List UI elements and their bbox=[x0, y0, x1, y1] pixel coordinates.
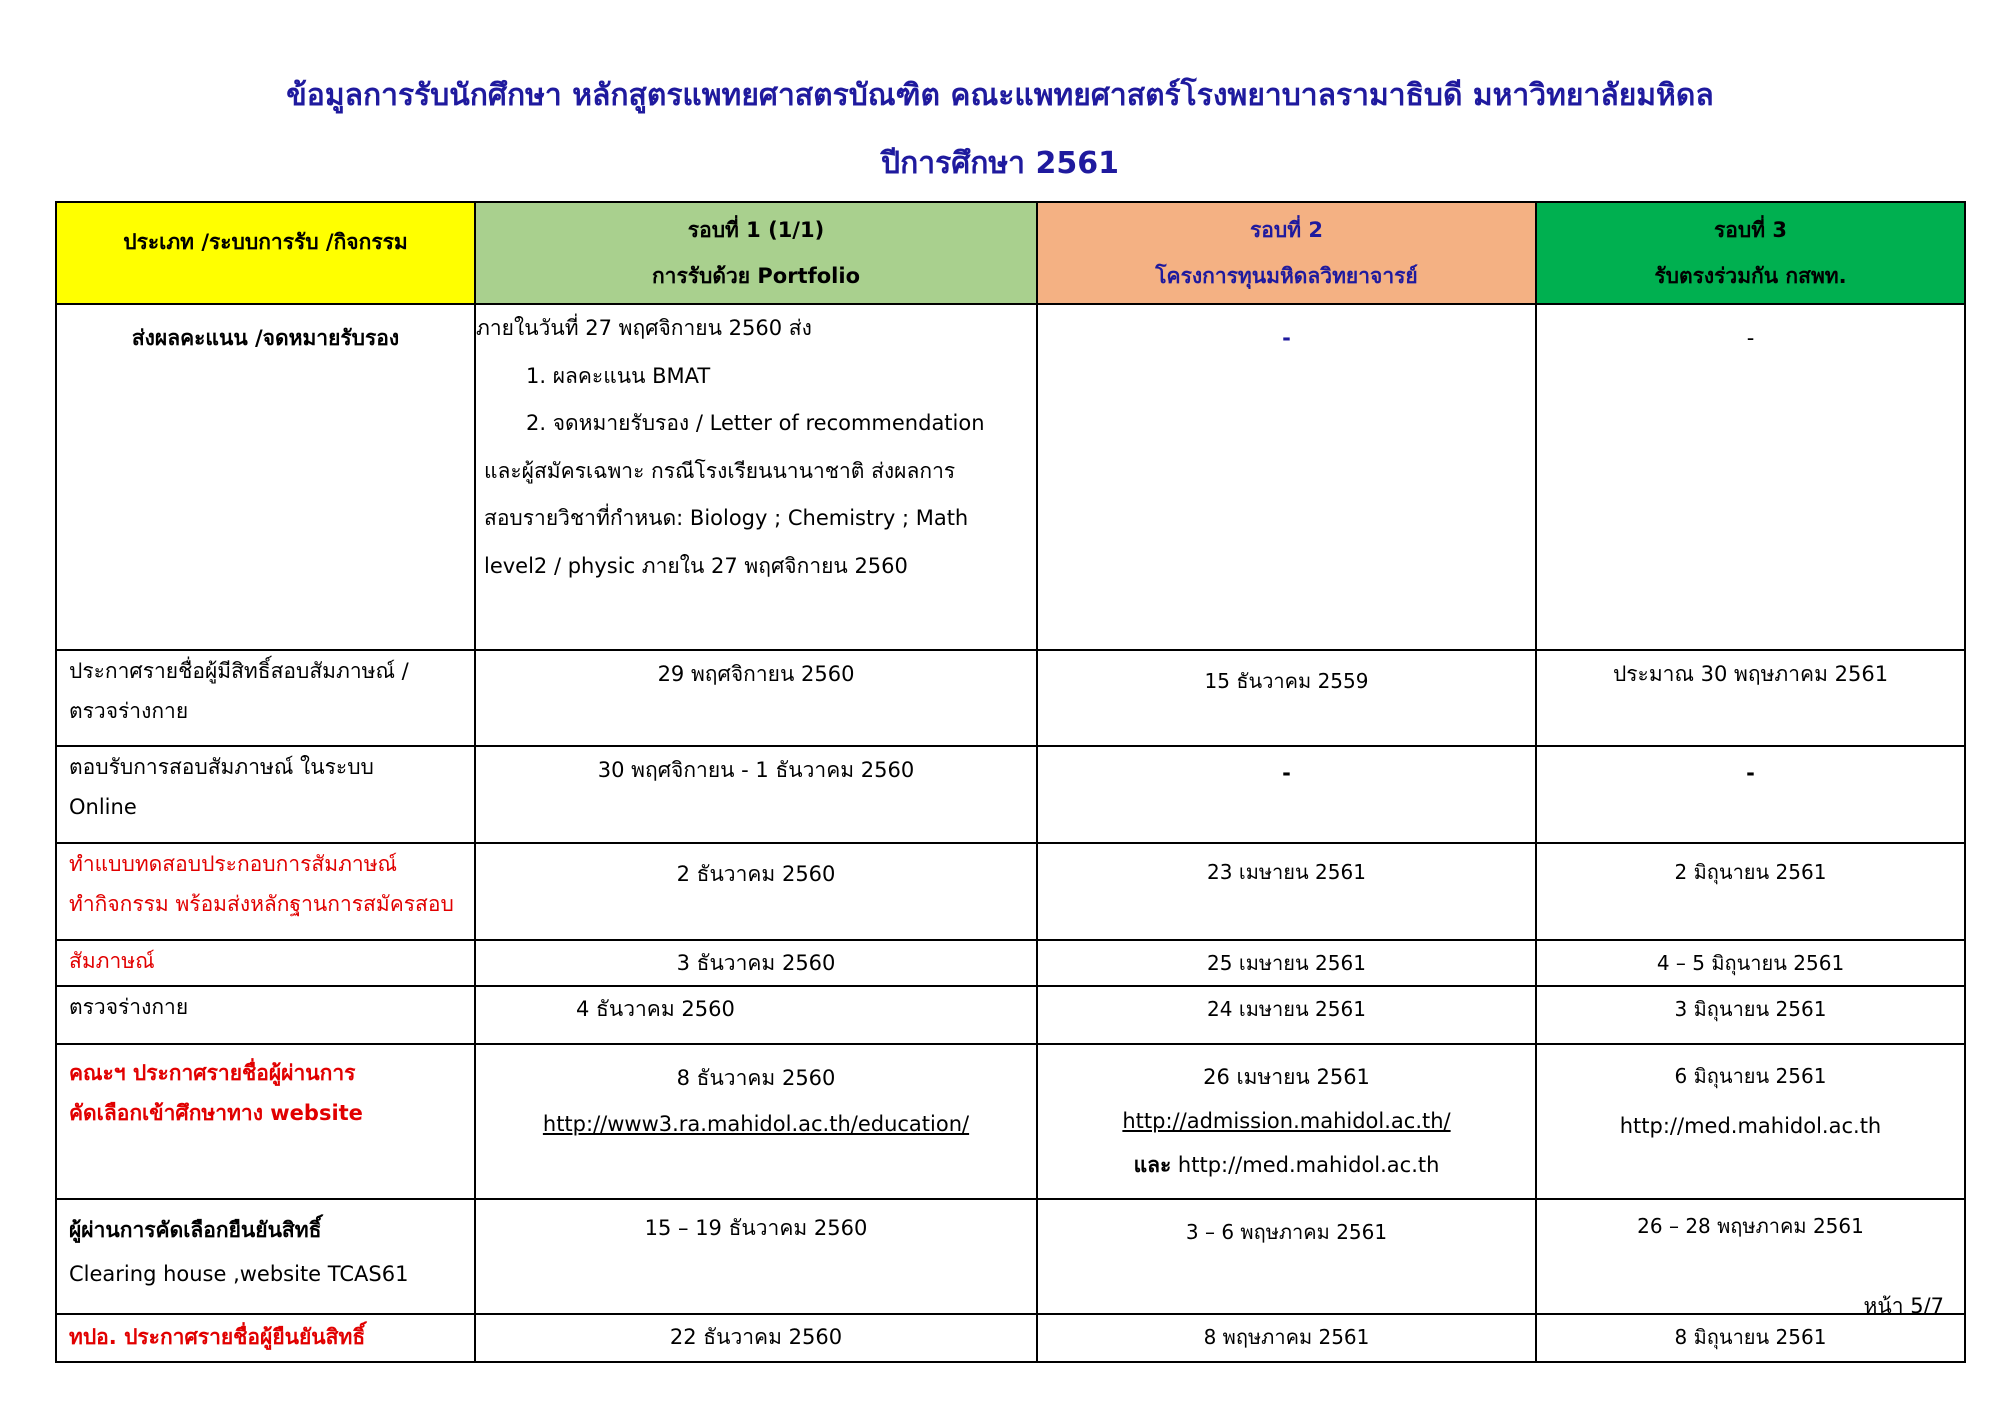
table-row bbox=[56, 1314, 1965, 1362]
round2-announce-date: 15 ธันวาคม 2559 bbox=[1037, 650, 1536, 746]
table-row bbox=[56, 746, 1965, 843]
round1-medical-exam-date: 4 ธันวาคม 2560 bbox=[475, 986, 1037, 1044]
round1-confirm-rights-date: 15 – 19 ธันวาคม 2560 bbox=[475, 1199, 1037, 1314]
round3-faculty-announcement: 6 มิถุนายน 2561 http://med.mahidol.ac.th bbox=[1536, 1044, 1965, 1199]
table-row bbox=[56, 1199, 1965, 1314]
round3-scores-cell: - bbox=[1536, 304, 1965, 650]
round3-confirm-rights-date: 26 – 28 พฤษภาคม 2561 bbox=[1536, 1199, 1965, 1314]
round3-med-link[interactable]: http://med.mahidol.ac.th bbox=[1619, 1114, 1882, 1138]
round1-online-confirm-date: 30 พฤศจิกายน - 1 ธันวาคม 2560 bbox=[475, 746, 1037, 843]
round2-medical-exam-date: 24 เมษายน 2561 bbox=[1037, 986, 1536, 1044]
table-header-row bbox=[56, 202, 1965, 304]
round3-announce-date: ประมาณ 30 พฤษภาคม 2561 bbox=[1536, 650, 1965, 746]
academic-year-title: ปีการศึกษา 2561 bbox=[881, 146, 1119, 181]
round2-online-confirm-cell: - bbox=[1037, 746, 1536, 843]
round2-tpo-date: 8 พฤษภาคม 2561 bbox=[1037, 1314, 1536, 1362]
round2-faculty-announcement: 26 เมษายน 2561 http://admission.mahidol.ac.th/ และ http://med.mahidol.ac.th bbox=[1037, 1044, 1536, 1199]
round1-announcement-link[interactable]: http://www3.ra.mahidol.ac.th/education/ bbox=[542, 1112, 970, 1136]
page-number: หน้า 5/7 bbox=[1863, 1294, 1944, 1318]
round2-admission-link[interactable]: http://admission.mahidol.ac.th/ bbox=[1122, 1109, 1451, 1133]
table-row bbox=[56, 1044, 1965, 1199]
round3-tpo-date: 8 มิถุนายน 2561 bbox=[1536, 1314, 1965, 1362]
table-row bbox=[56, 650, 1965, 746]
table-row bbox=[56, 940, 1965, 986]
round1-interview-date: 3 ธันวาคม 2560 bbox=[475, 940, 1037, 986]
column-header-round-3: รอบที่ 3 รับตรงร่วมกัน กสพท. bbox=[1536, 202, 1965, 304]
round2-med-link[interactable]: http://med.mahidol.ac.th bbox=[1171, 1153, 1440, 1177]
table-row bbox=[56, 843, 1965, 940]
round1-announce-date: 29 พฤศจิกายน 2560 bbox=[475, 650, 1037, 746]
row-label-tpo-announcement: ทปอ. ประกาศรายชื่อผู้ยืนยันสิทธิ์ bbox=[56, 1314, 475, 1362]
column-header-round-2: รอบที่ 2 โครงการทุนมหิดลวิทยาจารย์ bbox=[1037, 202, 1536, 304]
column-header-round-1: รอบที่ 1 (1/1) การรับด้วย Portfolio bbox=[475, 202, 1037, 304]
table-row bbox=[56, 986, 1965, 1044]
row-label-medical-exam: ตรวจร่างกาย bbox=[56, 986, 475, 1044]
round1-faculty-announcement: 8 ธันวาคม 2560 http://www3.ra.mahidol.ac.th/education/ bbox=[475, 1044, 1037, 1199]
round1-test-date: 2 ธันวาคม 2560 bbox=[475, 843, 1037, 940]
round3-online-confirm-cell: - bbox=[1536, 746, 1965, 843]
column-header-category: ประเภท /ระบบการรับ /กิจกรรม bbox=[56, 202, 475, 304]
row-label-scores-letters: ส่งผลคะแนน /จดหมายรับรอง bbox=[56, 304, 475, 650]
document-title: ข้อมูลการรับนักศึกษา หลักสูตรแพทยศาสตรบัณฑิต คณะแพทยศาสตร์โรงพยาบาลรามาธิบดี มหาวิทยาลัยมหิดล bbox=[286, 78, 1714, 113]
round3-medical-exam-date: 3 มิถุนายน 2561 bbox=[1536, 986, 1965, 1044]
row-label-announce-interview: ประกาศรายชื่อผู้มีสิทธิ์สอบสัมภาษณ์ / ตรวจร่างกาย bbox=[56, 650, 475, 746]
round3-interview-date: 4 – 5 มิถุนายน 2561 bbox=[1536, 940, 1965, 986]
row-label-pre-interview-test: ทำแบบทดสอบประกอบการสัมภาษณ์ ทำกิจกรรม พร้อมส่งหลักฐานการสมัครสอบ bbox=[56, 843, 475, 940]
round1-scores-details: ภายในวันที่ 27 พฤศจิกายน 2560 ส่ง 1. ผลคะแนน BMAT 2. จดหมายรับรอง / Letter of recommendation และผู้สมัครเฉพาะ กรณีโรงเรียนนานาชาติ ส่งผลการ สอบรายวิชาที่กำหนด: Biology ; Chemistry ; Math level2 / physic ภายใน 27 พฤศจิกายน 2560 bbox=[475, 304, 1037, 650]
round2-interview-date: 25 เมษายน 2561 bbox=[1037, 940, 1536, 986]
round2-scores-cell: - bbox=[1037, 304, 1536, 650]
row-label-online-confirm: ตอบรับการสอบสัมภาษณ์ ในระบบ Online bbox=[56, 746, 475, 843]
row-label-confirm-rights: ผู้ผ่านการคัดเลือกยืนยันสิทธิ์ Clearing house ,website TCAS61 bbox=[56, 1199, 475, 1314]
round2-test-date: 23 เมษายน 2561 bbox=[1037, 843, 1536, 940]
admission-schedule-table bbox=[55, 201, 1966, 1363]
round2-confirm-rights-date: 3 – 6 พฤษภาคม 2561 bbox=[1037, 1199, 1536, 1314]
round3-test-date: 2 มิถุนายน 2561 bbox=[1536, 843, 1965, 940]
table-row bbox=[56, 304, 1965, 650]
row-label-faculty-announcement: คณะฯ ประกาศรายชื่อผู้ผ่านการ คัดเลือกเข้าศึกษาทาง website bbox=[56, 1044, 475, 1199]
row-label-interview: สัมภาษณ์ bbox=[56, 940, 475, 986]
round1-tpo-date: 22 ธันวาคม 2560 bbox=[475, 1314, 1037, 1362]
